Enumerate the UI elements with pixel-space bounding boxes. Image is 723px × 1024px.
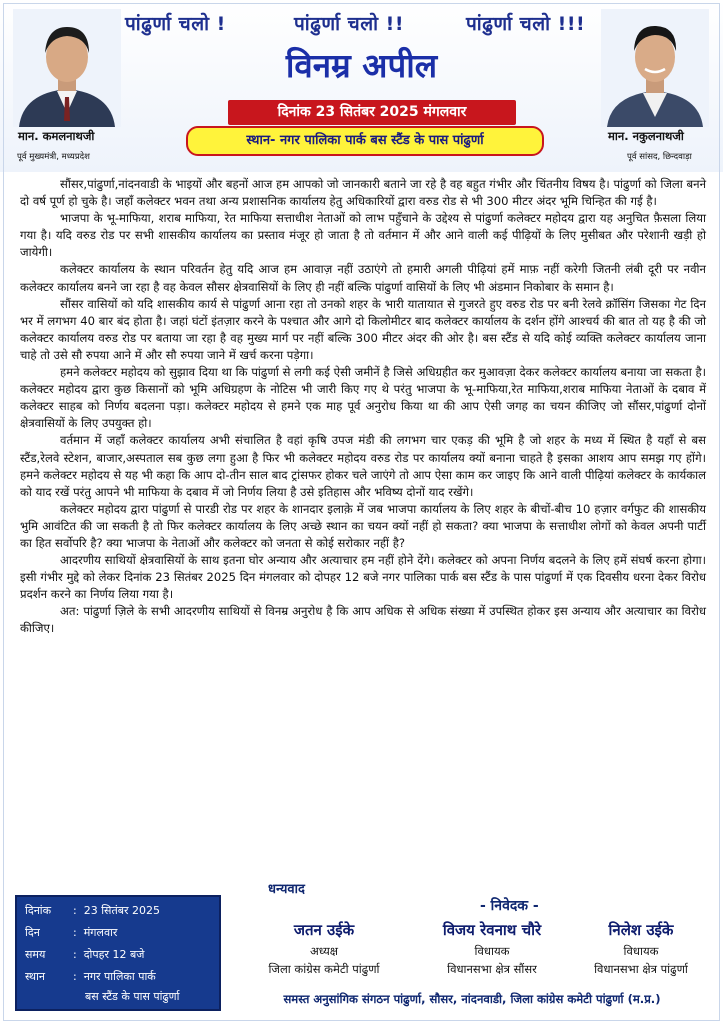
- paragraph: वर्तमान में जहाँ कलेक्टर कार्यालय अभी संचालित है वहां कृषि उपज मंडी की लगभग चार एकड़ की भूमि है जो शहर के मध्य में स्थित है यहाँ से बस स्टैंड,रेलवे स्टेशन, बाजार,अस्पताल सब कुछ लगा हुआ है फिर भी कलेक्टर महोदय वरुड रोड पर कार्यालय क्यों बनाना चाहते है इसका आशय आप समझ गए होंगे। हमने कलेक्टर महोदय से यह भी कहा कि आप दो-तीन साल बाद ट्रांसफर होकर चले जाएंगे तो आप ऐसा काम कर जाइए कि आने वाली पीढ़ियां कलेक्टर के कार्यकाल को याद रखें परंतु आपने भी माफिया के दबाव में जो निर्णय लिया है उसे इतिहास और भविष्य दोनों याद रखेंगे।: [20, 433, 706, 499]
- info-sep: :: [73, 926, 77, 939]
- leader-photo-left: [13, 9, 121, 127]
- paragraph: सौंसर वासियों को यदि शासकीय कार्य से पांढुर्णा आना रहा तो उनको शहर के भारी यातायात से गुजरते हुए वरुड रोड पर बनी रेलवे क्रॉसिंग जिसका गेट दिन भर में लगभग 40 बार बंद होता है। जहां घंटों इंतज़ार करने के पश्चात और आगे दो किलोमीटर बाद कलेक्टर कार्यालय के दर्शन होंगे आश्चर्य की बात तो यह है की जो कलेक्टर कार्यालय वरुड रोड पर बताया जा रहा है वह मुख्य मार्ग पर नहीं बल्कि 300 मीटर अंदर की ओर है। बस स्टैंड से यदि कोई व्यक्ति कलेक्टर कार्यालय जाना चाहे तो उसे सौ रुपया आने में और सौ रुपया जाने में खर्च करना पड़ेगा।: [20, 296, 706, 362]
- paragraph: सौंसर,पांढुर्णा,नांदनवाडी के भाइयों और बहनों आज हम आपको जो जानकारी बताने जा रहे है वह बहुत गंभीर और चिंतनीय विषय है। पांढुर्णा को जिला बनने दो वर्ष पूर्ण हो चुके है। जहाँ कलेक्टर भवन तथा अन्य प्रशासनिक कार्यालय हेतु अधिकारियों द्वारा वरुड रोड से भी 300 मीटर अंदर भूमि चिन्हित की गई है।: [20, 177, 706, 209]
- slogan-2: पांढुर्णा चलो !!: [294, 13, 404, 35]
- signatory-org: जिला कांग्रेस कमेटी पांढुर्णा: [268, 962, 380, 976]
- info-row-place: [25, 969, 156, 984]
- signatory-name: जतन उईके: [293, 921, 355, 939]
- paragraph: कलेक्टर महोदय द्वारा पांढुर्णा से पारडी रोड पर शहर के शानदार इलाक़े में जब भाजपा कार्यालय के लिए शहर के बीचों-बीच 10 हज़ार वर्गफुट की शासकीय भुमि आवंटित की जा सकती है तो फिर कलेक्टर कार्यालय के लिए अच्छे स्थान का चयन क्यों नहीं हो सकता? क्या भाजपा के सत्ताधीश लोगों को केवल अपनी पार्टी का हित सर्वोपरि है? क्या भाजपा के नेताओं और कलेक्टर को जनता से कोई सरोकार नहीं है?: [20, 501, 706, 550]
- page-title: विनम्र अपील: [285, 46, 438, 85]
- signatory-3: [566, 920, 716, 977]
- info-sep: :: [73, 948, 77, 961]
- info-sep: :: [73, 904, 77, 917]
- info-row-place-line2: बस स्टैंड के पास पांढुर्णा: [85, 990, 180, 1003]
- signatory-role: विधायक: [474, 944, 510, 958]
- paragraph: अत: पांढुर्णा ज़िले के सभी आदरणीय साथियों से विनम्र अनुरोध है कि आप अधिक से अधिक संख्या में उपस्थित होकर इस अन्याय और अत्याचार का विरोध कीजिए।: [20, 604, 706, 636]
- paragraph: हमने कलेक्टर महोदय को सुझाव दिया था कि पांढुर्णा से लगी कई ऐसी जमीनें है जिसे अधिग्रहीत कर मुआवज़ा देकर कलेक्टर कार्यालय बनाया जा सकता है। कलेक्टर महोदय द्वारा कुछ किसानों को भूमि अधिग्रहण के नोटिस भी जारी किए गए थे परंतु भाजपा के भू-माफिया,रेत माफिया,शराब माफिया नेताओं के दबाव में कलेक्टर साहब को निर्णय बदलना पड़ा। कलेक्टर महोदय से हमने एक माह पूर्व अनुरोध किया था की आप ऐसी जगह का चयन कीजिए जो सौंसर,पांढुर्णा दोनों क्षेत्रवासियों के लिए उपयुक्त हो।: [20, 365, 706, 431]
- signatory-2: [412, 920, 572, 977]
- slogan-1: पांढुर्णा चलो !: [125, 13, 226, 35]
- info-sep: :: [73, 970, 77, 983]
- appeal-body: [20, 176, 706, 638]
- nivedak-label: - निवेदक -: [480, 898, 539, 914]
- place-banner: स्थान- नगर पालिका पार्क बस स्टैंड के पास पांढुर्णा: [186, 126, 544, 156]
- paragraph: भाजपा के भू-माफिया, शराब माफिया, रेत माफिया सत्ताधीश नेताओं को लाभ पहुँचाने के उद्देश्य से पांढुर्णा कलेक्टर महोदय द्वारा यह अनुचित फ़ैसला लिया गया है। यदि वरुड रोड पर सभी शासकीय कार्यालय का प्रस्ताव मंजूर हो जाता है तो वर्तमान में और आने वाली कई पीढ़ियों के लिए मुसीबत और परेशानी खड़ी हो जायेगी।: [20, 211, 706, 260]
- leader-name-left: मान. कमलनाथजी: [18, 129, 95, 143]
- paragraph: आदरणीय साथियों क्षेत्रवासियों के साथ इतना घोर अन्याय और अत्याचार हम नहीं होने देंगे। कलेक्टर को अपना निर्णय बदलने के लिए हमें संघर्ष करना होगा। इसी गंभीर मुद्दे को लेकर दिनांक 23 सितंबर 2025 दिन मंगलवार को दोपहर 12 बजे नगर पालिका पार्क बस स्टैंड के पास पांढुर्णा में एक दिवसीय धरना देकर विरोध प्रदर्शन करने का निर्णय लिया गया है।: [20, 553, 706, 602]
- info-row-date: [25, 903, 160, 918]
- leader-name-right: मान. नकुलनाथजी: [608, 129, 684, 143]
- signatory-role: विधायक: [623, 944, 659, 958]
- slogan-3: पांढुर्णा चलो !!!: [466, 13, 586, 35]
- paragraph: कलेक्टर कार्यालय के स्थान परिवर्तन हेतु यदि आज हम आवाज़ नहीं उठाएंगे तो हमारी अगली पीढ़ियां हमें माफ़ नहीं करेगी जितनी लंबी दूरी पर नवीन कलेक्टर कार्यालय बनने जा रहा है वह केवल सौसर क्षेत्रवासियों के लिए ही नहीं बल्कि पांढुर्णा वासियों के लिए भी अंडमान निकोबार के समान है।: [20, 262, 706, 294]
- info-row-day: [25, 925, 117, 940]
- info-value: दोपहर 12 बजे: [83, 948, 145, 961]
- info-key: स्थान: [25, 970, 46, 983]
- info-key: समय: [25, 948, 46, 961]
- leader-photo-right: [601, 9, 709, 127]
- info-value: नगर पालिका पार्क: [83, 970, 156, 983]
- thanks-label: धन्यवाद: [268, 882, 305, 897]
- footer-organizations: समस्त अनुसांगिक संगठन पांढुर्णा, सौसर, नांदनवाडी, जिला कांग्रेस कमेटी पांढुर्णा (म.प्र.): [283, 992, 661, 1006]
- info-value: मंगलवार: [83, 926, 118, 939]
- signatory-org: विधानसभा क्षेत्र पांढुर्णा: [594, 962, 688, 976]
- info-value: 23 सितंबर 2025: [83, 904, 161, 917]
- leader-title-right: पूर्व सांसद, छिन्दवाड़ा: [627, 152, 692, 162]
- signatory-name: निलेश उईके: [608, 921, 674, 939]
- info-key: दिन: [25, 926, 40, 939]
- event-info-box: [15, 895, 221, 1011]
- signatory-org: विधानसभा क्षेत्र सौंसर: [447, 962, 537, 976]
- date-banner: दिनांक 23 सितंबर 2025 मंगलवार: [228, 100, 516, 125]
- signatory-role: अध्यक्ष: [309, 944, 339, 958]
- info-key: दिनांक: [25, 904, 52, 917]
- info-row-time: [25, 947, 144, 962]
- leader-title-left: पूर्व मुख्यमंत्री, मध्यप्रदेश: [17, 152, 90, 162]
- signatory-1: [244, 920, 404, 977]
- signatory-name: विजय रेवनाथ चौरे: [442, 921, 542, 939]
